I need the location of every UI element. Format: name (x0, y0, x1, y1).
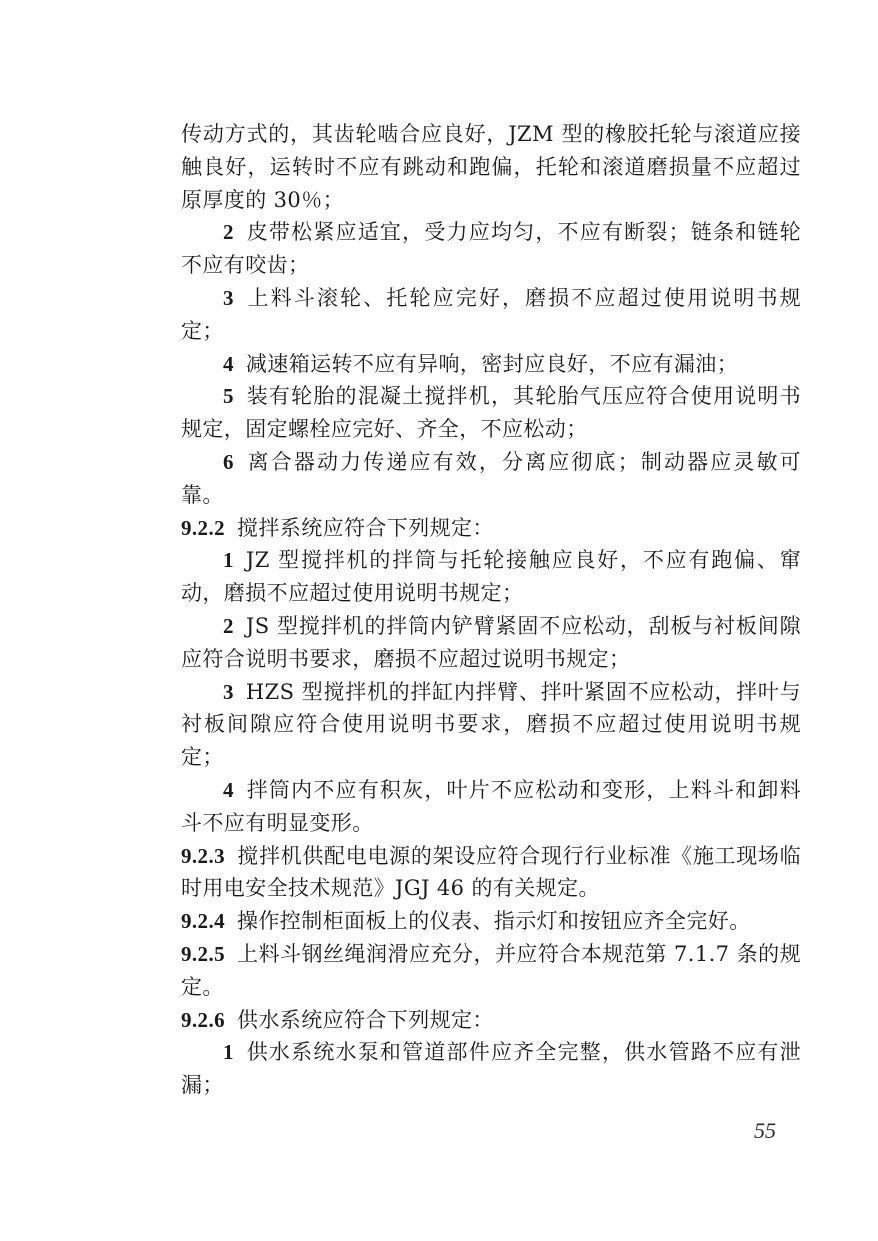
item-text: HZS 型搅拌机的拌缸内拌臂、拌叶紧固不应松动，拌叶与衬板间隙应符合使用说明书要求，磨损不应超过使用说明书规定； (181, 679, 801, 770)
item-number: 6 (223, 449, 234, 474)
clause-text: 搅拌系统应符合下列规定： (237, 515, 494, 540)
clause-number: 9.2.4 (181, 909, 225, 934)
clause-number: 9.2.6 (181, 1007, 225, 1032)
list-item (181, 774, 801, 840)
list-item (181, 216, 801, 282)
item-number: 3 (223, 285, 234, 310)
item-number: 2 (223, 220, 234, 245)
clause (181, 840, 801, 906)
item-text: JZ 型搅拌机的拌筒与托轮接触应良好，不应有跑偏、窜动，磨损不应超过使用说明书规定； (181, 548, 801, 606)
item-number: 4 (223, 351, 234, 376)
item-number: 1 (223, 1040, 234, 1065)
item-text: 供水系统水泵和管道部件应齐全完整，供水管路不应有泄漏； (181, 1040, 801, 1098)
list-item (181, 676, 801, 774)
clause (181, 905, 801, 938)
clause (181, 512, 801, 545)
clause (181, 938, 801, 1004)
clause-number: 9.2.3 (181, 843, 225, 868)
list-item (181, 282, 801, 348)
item-number: 5 (223, 384, 234, 409)
item-number: 2 (223, 613, 234, 638)
clause-number: 9.2.2 (181, 515, 225, 540)
list-item (181, 1036, 801, 1102)
clause-text: 搅拌机供配电电源的架设应符合现行行业标准《施工现场临时用电安全技术规范》JGJ 46 的有关规定。 (181, 843, 801, 901)
list-item (181, 610, 801, 676)
item-text: 皮带松紧应适宜，受力应均匀，不应有断裂；链条和链轮不应有咬齿； (181, 220, 801, 278)
clause (181, 1004, 801, 1037)
paragraph-continuation (181, 118, 801, 216)
clause-text: 上料斗钢丝绳润滑应充分，并应符合本规范第 7.1.7 条的规定。 (181, 941, 801, 999)
paragraph-text: 传动方式的，其齿轮啮合应良好，JZM 型的橡胶托轮与滚道应接触良好，运转时不应有跳动和跑偏，托轮和滚道磨损量不应超过原厚度的 30％； (181, 122, 801, 212)
item-number: 1 (223, 548, 234, 573)
clause-number: 9.2.5 (181, 941, 225, 966)
list-item (181, 380, 801, 446)
item-text: 减速箱运转不应有异响，密封应良好，不应有漏油； (245, 351, 739, 376)
page-number: 55 (754, 1118, 776, 1143)
clause-text: 操作控制柜面板上的仪表、指示灯和按钮应齐全完好。 (237, 909, 751, 934)
list-item (181, 348, 801, 381)
item-text: 装有轮胎的混凝土搅拌机，其轮胎气压应符合使用说明书规定，固定螺栓应完好、齐全，不应松动； (181, 384, 801, 442)
item-text: 离合器动力传递应有效，分离应彻底；制动器应灵敏可靠。 (181, 449, 801, 507)
item-number: 4 (223, 777, 234, 802)
item-text: JS 型搅拌机的拌筒内铲臂紧固不应松动，刮板与衬板间隙应符合说明书要求，磨损不应超过说明书规定； (181, 613, 801, 671)
item-text: 上料斗滚轮、托轮应完好，磨损不应超过使用说明书规定； (181, 285, 801, 343)
item-number: 3 (223, 679, 234, 704)
clause-text: 供水系统应符合下列规定： (237, 1007, 494, 1032)
item-text: 拌筒内不应有积灰，叶片不应松动和变形，上料斗和卸料斗不应有明显变形。 (181, 777, 801, 835)
page-body (181, 118, 801, 1102)
list-item (181, 446, 801, 512)
list-item (181, 544, 801, 610)
